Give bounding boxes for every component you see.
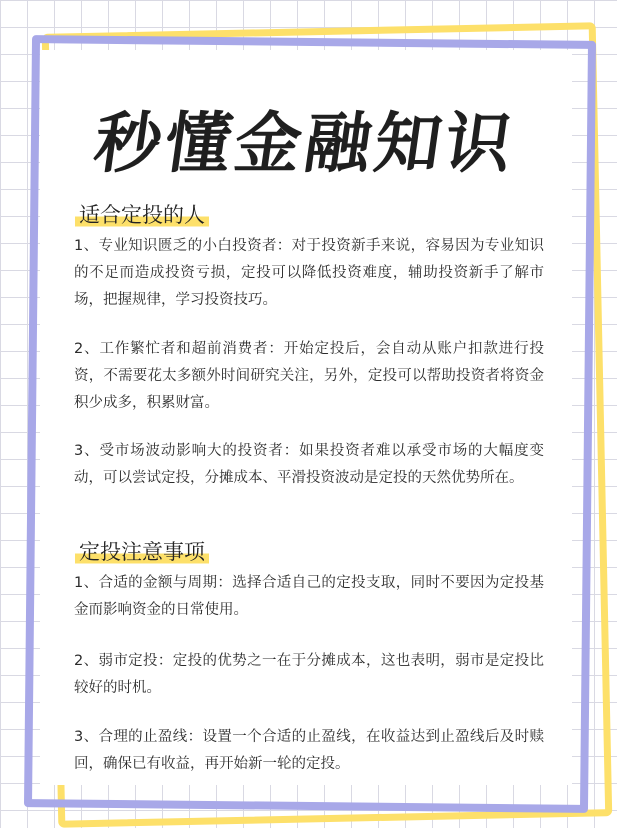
page-title: 秒懂金融知识 xyxy=(89,105,521,182)
section-heading-suitable-people: 适合定投的人 xyxy=(75,199,209,229)
list-item: 3、受市场波动影响大的投资者：如果投资者难以承受市场的大幅度变动，可以尝试定投，分摊成本、平滑投资波动是定投的天然优势所在。 xyxy=(74,443,544,486)
list-item: 1、合适的金额与周期：选择合适自己的定投支取，同时不要因为定投基金而影响资金的日常使用。 xyxy=(74,575,544,618)
list-item: 3、合理的止盈线：设置一个合适的止盈线，在收益达到止盈线后及时赎回，确保已有收益，再开始新一轮的定投。 xyxy=(74,729,544,772)
list-item: 1、专业知识匮乏的小白投资者：对于投资新手来说，容易因为专业知识的不足而造成投资亏损，定投可以降低投资难度，辅助投资新手了解市场，把握规律，学习投资技巧。 xyxy=(74,238,544,308)
section-heading-notes: 定投注意事项 xyxy=(75,536,209,566)
list-item: 2、工作繁忙者和超前消费者：开始定投后，会自动从账户扣款进行投资，不需要花太多额外时间研究关注，另外，定投可以帮助投资者将资金积少成多，积累财富。 xyxy=(74,341,544,411)
content-card xyxy=(40,50,572,785)
list-item: 2、弱市定投：定投的优势之一在于分摊成本，这也表明，弱市是定投比较好的时机。 xyxy=(74,653,544,696)
